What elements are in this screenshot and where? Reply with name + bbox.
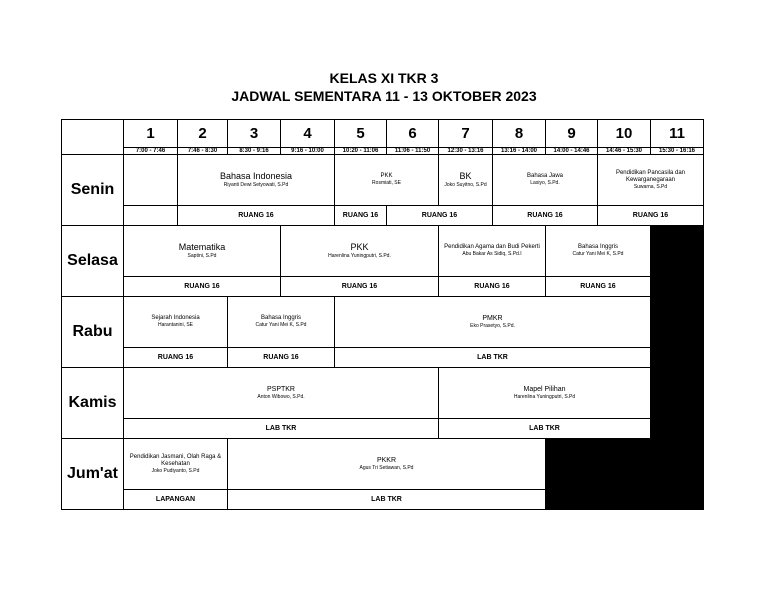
room-cell: LAB TKR	[335, 348, 651, 368]
subject-name: Matematika	[178, 242, 226, 253]
subject-cell	[124, 368, 439, 419]
room-cell: LAB TKR	[228, 490, 546, 510]
teacher-name: Catur Yani Mei K, S.Pd	[255, 322, 307, 329]
schedule-table	[61, 119, 704, 510]
day-label: Rabu	[62, 297, 124, 368]
period-time: 14:46 - 15:30	[598, 148, 651, 155]
room-cell: RUANG 16	[124, 348, 228, 368]
teacher-name: Eko Prasetyo, S.Pd.	[470, 322, 515, 329]
period-time: 9:16 - 10:00	[281, 148, 335, 155]
day-row-senin	[62, 155, 704, 206]
period-number: 11	[651, 120, 704, 148]
subject-name: Bahasa Inggris	[577, 244, 619, 251]
period-time-row	[62, 148, 704, 155]
subject-cell	[546, 226, 651, 277]
room-cell: RUANG 16	[387, 206, 493, 226]
period-number-row	[62, 120, 704, 148]
room-row-kamis	[62, 419, 704, 439]
period-number: 5	[335, 120, 387, 148]
schedule-title: KELAS XI TKR 3	[329, 70, 439, 86]
subject-cell	[124, 155, 178, 206]
subject-cell	[439, 155, 493, 206]
teacher-name: Lasiyo, S.Pd.	[530, 180, 560, 187]
subject-name: Pendidikan Jasmani, Olah Raga & Kesehatan	[129, 453, 222, 467]
blocked-cell	[651, 368, 704, 439]
room-cell: RUANG 16	[178, 206, 335, 226]
subject-name: Pendidikan Agama dan Budi Pekerti	[444, 244, 540, 251]
subject-name: Pendidikan Pancasila dan Kewarganegaraan	[615, 169, 686, 183]
day-row-rabu	[62, 297, 704, 348]
subject-cell	[228, 297, 335, 348]
period-time: 14:00 - 14:46	[546, 148, 598, 155]
period-time: 8:30 - 9:16	[228, 148, 281, 155]
subject-name: PMKR	[482, 314, 503, 322]
room-row-rabu	[62, 348, 704, 368]
subject-name: BK	[459, 171, 472, 182]
period-number: 9	[546, 120, 598, 148]
room-cell: RUANG 16	[439, 277, 546, 297]
subject-cell	[228, 439, 546, 490]
subject-name: PKKR	[376, 456, 397, 464]
room-cell: RUANG 16	[228, 348, 335, 368]
room-cell: RUANG 16	[281, 277, 439, 297]
subject-name: Bahasa Indonesia	[219, 171, 293, 182]
room-cell: RUANG 16	[124, 277, 281, 297]
blocked-cell	[651, 226, 704, 297]
blocked-cell	[546, 439, 704, 510]
teacher-name: Harenlina Yuningputri, S.Pd	[513, 393, 576, 400]
subject-name: Sejarah Indonesia	[151, 315, 200, 322]
teacher-name: Catur Yani Mei K, S.Pd	[572, 251, 624, 258]
period-time: 13:16 - 14:00	[493, 148, 546, 155]
subject-cell	[439, 368, 651, 419]
teacher-name: Harenlina Yuningputri, S.Pd.	[328, 253, 391, 260]
period-time: 12:30 - 13:16	[439, 148, 493, 155]
room-cell: RUANG 16	[493, 206, 598, 226]
teacher-name: Riyanti Dewi Setyowati, S.Pd	[223, 182, 289, 189]
teacher-name: Rosmiati, SE	[372, 180, 401, 187]
subject-cell	[335, 155, 439, 206]
period-number: 8	[493, 120, 546, 148]
period-time: 11:06 - 11:50	[387, 148, 439, 155]
teacher-name: Anton Wibowo, S.Pd.	[257, 393, 305, 400]
period-number: 4	[281, 120, 335, 148]
subject-cell	[124, 297, 228, 348]
day-label: Senin	[62, 155, 124, 226]
subject-name: Bahasa Jawa	[526, 173, 564, 180]
subject-cell	[493, 155, 598, 206]
period-time: 10:20 - 11:06	[335, 148, 387, 155]
teacher-name: Joko Pudiyanto, S.Pd	[151, 467, 200, 474]
subject-cell	[598, 155, 704, 206]
period-time: 7:00 - 7:46	[124, 148, 178, 155]
room-cell: LAB TKR	[124, 419, 439, 439]
period-number: 6	[387, 120, 439, 148]
period-number: 2	[178, 120, 228, 148]
day-row-jumat	[62, 439, 704, 490]
period-time: 7:46 - 8:30	[178, 148, 228, 155]
day-label: Jum'at	[62, 439, 124, 510]
subject-cell	[281, 226, 439, 277]
subject-name: PKK	[350, 242, 369, 253]
room-row-selasa	[62, 277, 704, 297]
corner-cell	[62, 120, 124, 155]
subject-cell	[335, 297, 651, 348]
day-label: Kamis	[62, 368, 124, 439]
day-label: Selasa	[62, 226, 124, 297]
period-number: 1	[124, 120, 178, 148]
subject-name: Bahasa Inggris	[260, 315, 302, 322]
day-row-kamis	[62, 368, 704, 419]
subject-cell	[178, 155, 335, 206]
teacher-name: Harantanini, SE	[157, 322, 194, 329]
teacher-name: Saptini, S.Pd	[187, 253, 217, 260]
room-row-senin	[62, 206, 704, 226]
room-cell: RUANG 16	[546, 277, 651, 297]
room-cell: LAPANGAN	[124, 490, 228, 510]
period-time: 15:30 - 16:16	[651, 148, 704, 155]
subject-name: PSPTKR	[266, 385, 295, 393]
period-number: 10	[598, 120, 651, 148]
schedule-subtitle: JADWAL SEMENTARA 11 - 13 OKTOBER 2023	[231, 88, 537, 104]
room-cell	[124, 206, 178, 226]
teacher-name: Suwarna, S.Pd	[633, 183, 668, 190]
room-cell: RUANG 16	[335, 206, 387, 226]
period-number: 3	[228, 120, 281, 148]
subject-cell	[124, 226, 281, 277]
period-number: 7	[439, 120, 493, 148]
teacher-name: Agus Tri Setiawan, S.Pd	[359, 464, 414, 471]
room-cell: RUANG 16	[598, 206, 704, 226]
subject-name: Mapel Pilihan	[523, 385, 566, 393]
teacher-name: Abu Bakar As Sidiq, S.Pd.I	[462, 251, 522, 258]
blocked-cell	[651, 297, 704, 368]
room-cell: LAB TKR	[439, 419, 651, 439]
subject-cell	[439, 226, 546, 277]
subject-cell	[124, 439, 228, 490]
teacher-name: Joko Suyitno, S.Pd	[444, 182, 487, 189]
subject-name: PKK	[380, 173, 393, 180]
day-row-selasa	[62, 226, 704, 277]
